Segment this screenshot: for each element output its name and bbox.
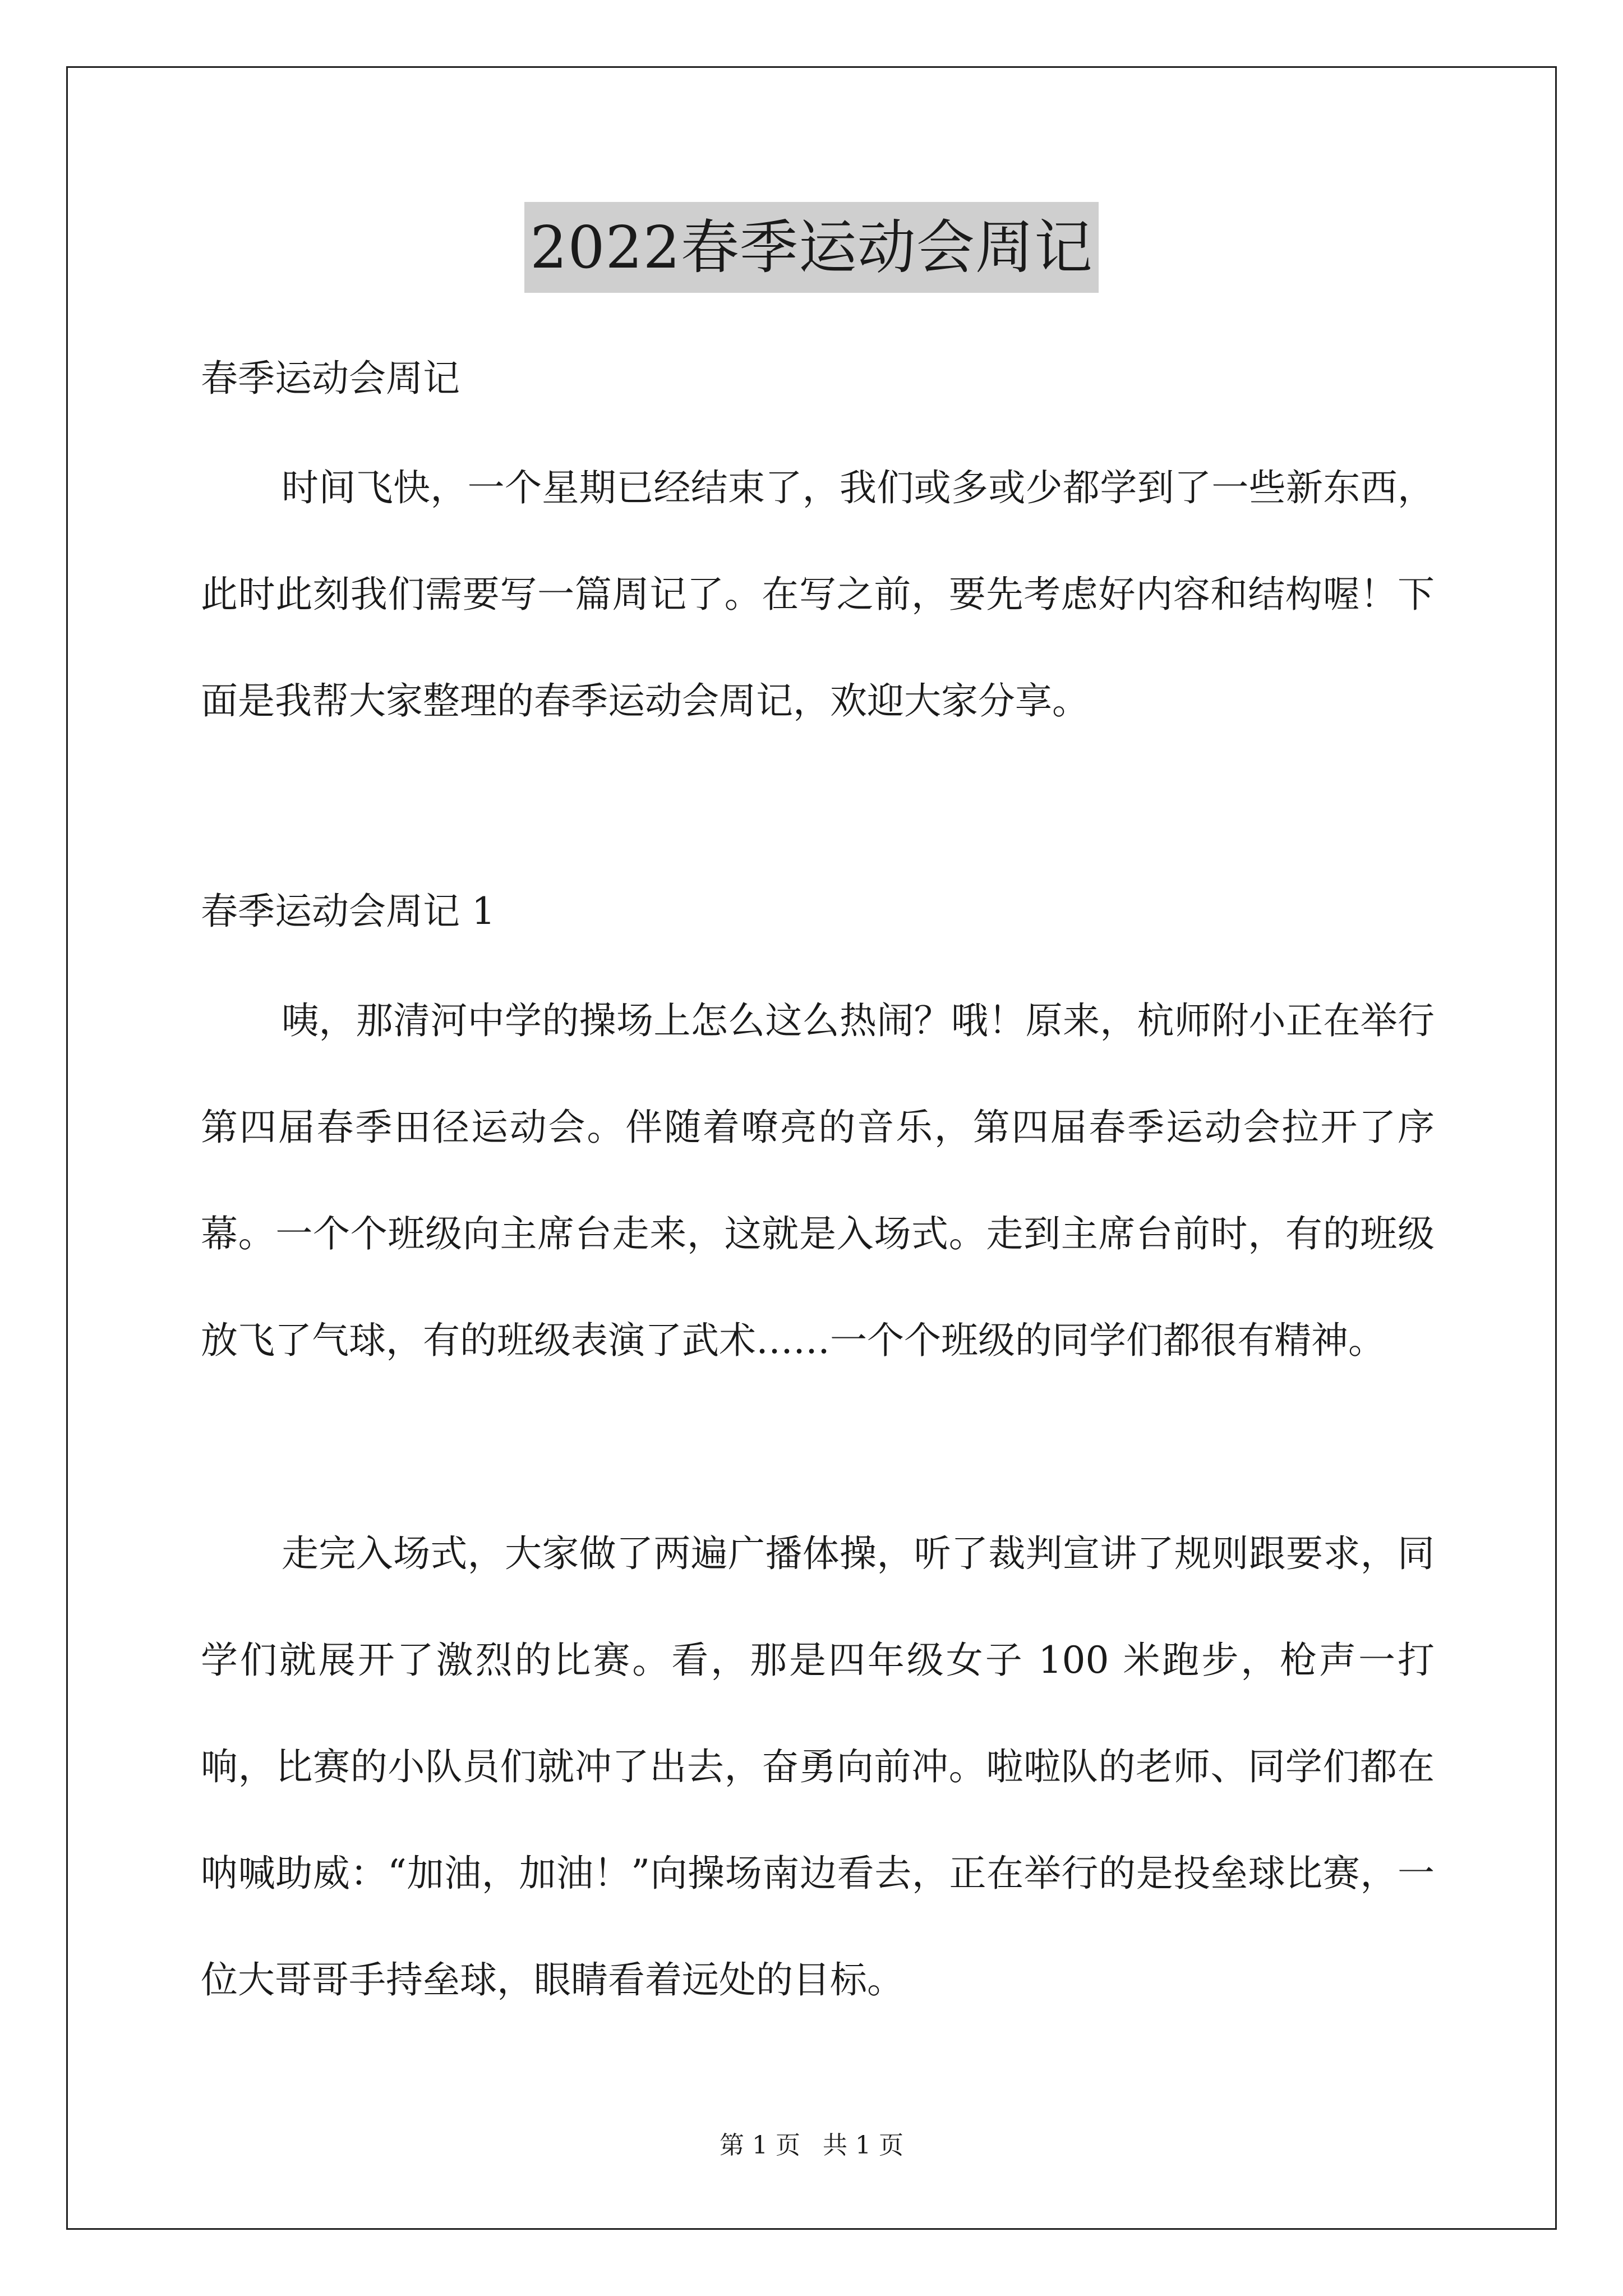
intro-paragraph: 时间飞快，一个星期已经结束了，我们或多或少都学到了一些新东西，此时此刻我们需要写一篇周记了。在写之前，要先考虑好内容和结构喔！下面是我帮大家整理的春季运动会周记，欢迎大家分享。 xyxy=(201,466,1435,723)
document-title: 2022春季运动会周记 xyxy=(524,202,1099,293)
section-heading: 春季运动会周记 1 xyxy=(201,890,495,933)
page-number: 第 1 页 xyxy=(720,2131,800,2160)
body-paragraph-1: 咦，那清河中学的操场上怎么这么热闹？哦！原来，杭师附小正在举行第四届春季田径运动会。伴随着嘹亮的音乐，第四届春季运动会拉开了序幕。一个个班级向主席台走来，这就是入场式。走到主席台前时，有的班级放飞了气球，有的班级表演了武术……一个个班级的同学们都很有精神。 xyxy=(201,999,1435,1362)
body-paragraph-2: 走完入场式，大家做了两遍广播体操，听了裁判宣讲了规则跟要求，同学们就展开了激烈的比赛。看，那是四年级女子 100 米跑步，枪声一打响，比赛的小队员们就冲了出去，奋勇向前冲。啦啦队的老师、同学们都在呐喊助威：“加油，加油！”向操场南边看去，正在举行的是投垒球比赛，一位大哥哥手持垒球，眼睛看着远处的目标。 xyxy=(201,1532,1435,2001)
page-footer xyxy=(0,2129,1623,2162)
page-total: 共 1 页 xyxy=(823,2131,903,2160)
title-container xyxy=(0,202,1623,293)
intro-heading: 春季运动会周记 xyxy=(201,357,460,400)
